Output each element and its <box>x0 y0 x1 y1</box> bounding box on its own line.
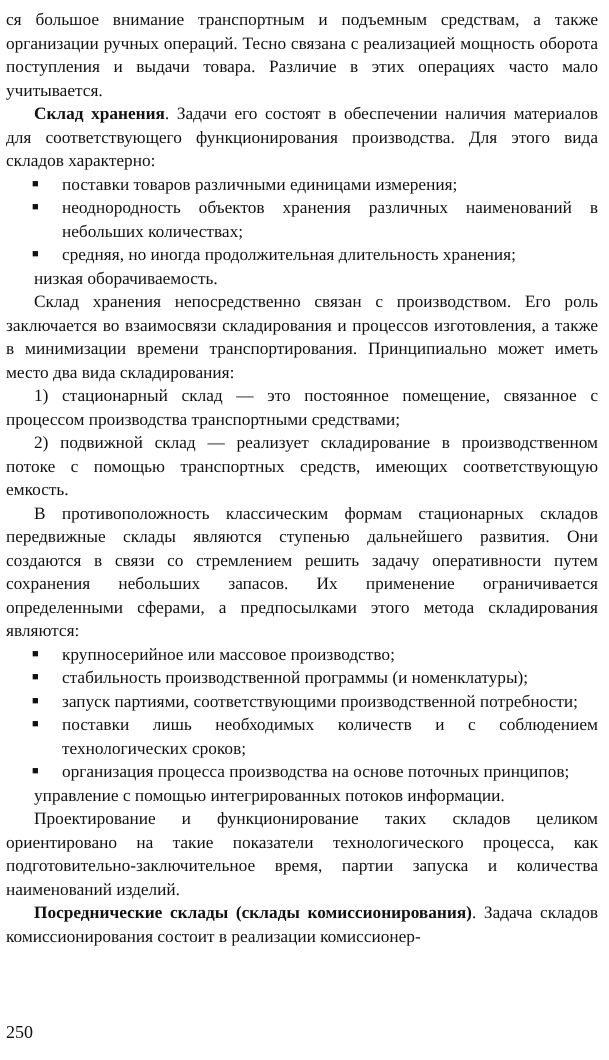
document-page <box>6 8 598 948</box>
square-bullet-icon: ■ <box>32 201 39 213</box>
design-paragraph: Проектирование и функционирование таких складов целиком ориентировано на такие показатели технологического процесса, как подготовительно-заключительное время, партии запуска и количества наименований изделий. <box>6 809 598 899</box>
square-bullet-icon: ■ <box>32 647 39 660</box>
storage-continuation: низкая оборачиваемость. <box>34 268 218 288</box>
page-number: 250 <box>6 1022 33 1042</box>
storage-section-paragraph <box>6 102 598 173</box>
list-item: ■ средняя, но иногда продолжительная длительность хранения; <box>6 243 598 267</box>
mobile-warehouse-paragraph: В противоположность классическим формам стационарных складов передвижные склады являются ступенью дальнейшего развития. Они создаются в связи со стремлением решить задачу оперативности путем сохранения небольших запасов. Их применение ограничивается определенными сферами, а предпосылками этого метода складирования являются: <box>6 503 598 640</box>
mobile-continuation: управление с помощью интегрированных потоков информации. <box>34 785 505 805</box>
square-bullet-icon: ■ <box>32 765 39 777</box>
list-item: ■ запуск партиями, соответствующими производственной потребности; <box>6 690 598 714</box>
list-item: ■ стабильность производственной программы (и номенклатуры); <box>6 666 598 690</box>
list-item: ■ поставки товаров различными единицами измерения; <box>6 173 598 197</box>
square-bullet-icon: ■ <box>32 671 39 683</box>
storage-term: Склад хранения <box>34 104 165 123</box>
intermediary-term: Посреднические склады (склады комиссионирования) <box>34 903 472 922</box>
intermediary-text: . Задача складов комиссионирования состоит в реализации комиссионер- <box>6 903 599 946</box>
square-bullet-icon: ■ <box>32 694 39 707</box>
square-bullet-icon: ■ <box>32 248 39 260</box>
numbered-item-stationary: 1) стационарный склад — это постоянное помещение, связанное с процессом производства транспортными средствами; <box>6 386 598 429</box>
storage-text: . Задачи его состоят в обеспечении наличия материалов для соответствующего функционирования производства. Для этого вида складов характерно: <box>6 104 598 170</box>
list-item: ■ поставки лишь необходимых количеств и с соблюдением технологических сроков; <box>32 715 598 758</box>
intermediary-section-paragraph <box>6 901 598 948</box>
list-item: ■ крупносерийное или массовое производство; <box>6 643 598 667</box>
list-item: ■ организация процесса производства на основе поточных принципов; <box>6 760 598 784</box>
square-bullet-icon: ■ <box>32 177 39 190</box>
intro-paragraph: ся большое внимание транспортным и подъемным средствам, а также организации ручных операций. Тесно связана с реализацией мощность оборота поступления и выдачи товара. Различие в этих операциях часто мало учитывается. <box>6 10 598 100</box>
square-bullet-icon: ■ <box>32 718 39 730</box>
list-item: ■ неоднородность объектов хранения различных наименований в небольших количествах; <box>32 198 598 241</box>
storage-role-paragraph: Склад хранения непосредственно связан с производством. Его роль заключается во взаимосвязи складирования и процессов изготовления, а также в минимизации времени транспортирования. Принципиально может иметь место два вида складирования: <box>6 292 598 382</box>
numbered-item-mobile: 2) подвижной склад — реализует складирование в производственном потоке с помощью транспортных средств, имеющих соответствующую емкость. <box>6 433 598 499</box>
